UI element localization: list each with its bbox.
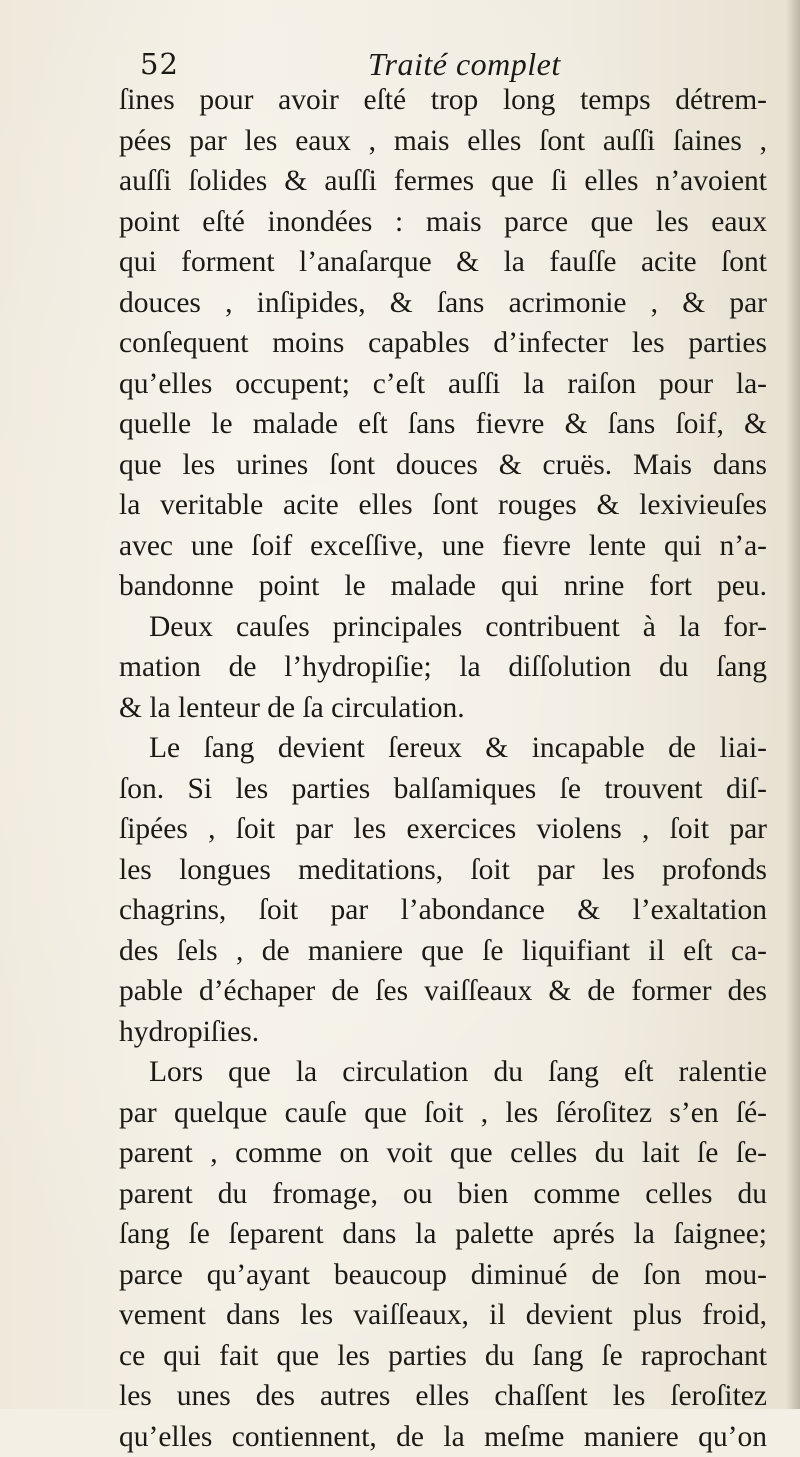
paragraph-start-line: Lors que la circulation du ſang eſt ralentie [119, 1052, 767, 1093]
running-title: Traité complet [368, 44, 561, 84]
text-line: que les urines ſont douces & cruës. Mais dans [119, 445, 767, 486]
text-line: chagrins, ſoit par l’abondance & l’exaltation [119, 890, 767, 931]
text-line: les longues meditations, ſoit par les profonds [119, 850, 767, 891]
text-line: qu’elles occupent; c’eſt auſſi la raiſon pour la- [119, 364, 767, 405]
text-line: ſipées , ſoit par les exercices violens , ſoit par [119, 809, 767, 850]
text-line: ſines pour avoir eſté trop long temps détrem- [119, 80, 767, 121]
body-text [119, 80, 767, 1457]
page-number: 52 [140, 44, 179, 84]
paragraph-end-line: hydropiſies. [119, 1012, 767, 1053]
text-line: avec une ſoif exceſſive, une fievre lente qui n’a- [119, 526, 767, 567]
text-line: pable d’échaper de ſes vaiſſeaux & de former des [119, 971, 767, 1012]
page-edge-shadow [786, 0, 800, 1409]
text-line: ſon. Si les parties balſamiques ſe trouvent diſ- [119, 769, 767, 810]
paragraph-start-line: Deux cauſes principales contribuent à la for- [119, 607, 767, 648]
text-line: point eſté inondées : mais parce que les eaux [119, 202, 767, 243]
text-line: vement dans les vaiſſeaux, il devient plus froid, [119, 1295, 767, 1336]
text-line: quelle le malade eſt ſans fievre & ſans ſoif, & [119, 404, 767, 445]
text-line: les unes des autres elles chaſſent les ſeroſitez [119, 1376, 767, 1417]
text-line: parce qu’ayant beaucoup diminué de ſon mou- [119, 1255, 767, 1296]
text-line: la veritable acite elles ſont rouges & lexivieuſes [119, 485, 767, 526]
text-line: auſſi ſolides & auſſi fermes que ſi elles n’avoient [119, 161, 767, 202]
text-line: des ſels , de maniere que ſe liquifiant il eſt ca- [119, 931, 767, 972]
text-line: mation de l’hydropiſie; la diſſolution du ſang [119, 647, 767, 688]
text-line: qui forment l’anaſarque & la fauſſe acite ſont [119, 242, 767, 283]
paragraph-end-line: & la lenteur de ſa circulation. [119, 688, 767, 729]
text-line: qu’elles contiennent, de la meſme maniere qu’on [119, 1417, 767, 1457]
text-line: ſang ſe ſeparent dans la palette aprés la ſaignee; [119, 1214, 767, 1255]
paragraph-start-line: Le ſang devient ſereux & incapable de liai- [119, 728, 767, 769]
text-line: conſequent moins capables d’infecter les parties [119, 323, 767, 364]
text-line: bandonne point le malade qui nrine fort peu. [119, 566, 767, 607]
text-line: pées par les eaux , mais elles ſont auſſi ſaines , [119, 121, 767, 162]
text-line: ce qui fait que les parties du ſang ſe raprochant [119, 1336, 767, 1377]
text-line: parent du fromage, ou bien comme celles du [119, 1174, 767, 1215]
text-line: par quelque cauſe que ſoit , les ſéroſitez s’en ſé- [119, 1093, 767, 1134]
text-line: parent , comme on voit que celles du lait ſe ſe- [119, 1133, 767, 1174]
text-line: douces , inſipides, & ſans acrimonie , & par [119, 283, 767, 324]
